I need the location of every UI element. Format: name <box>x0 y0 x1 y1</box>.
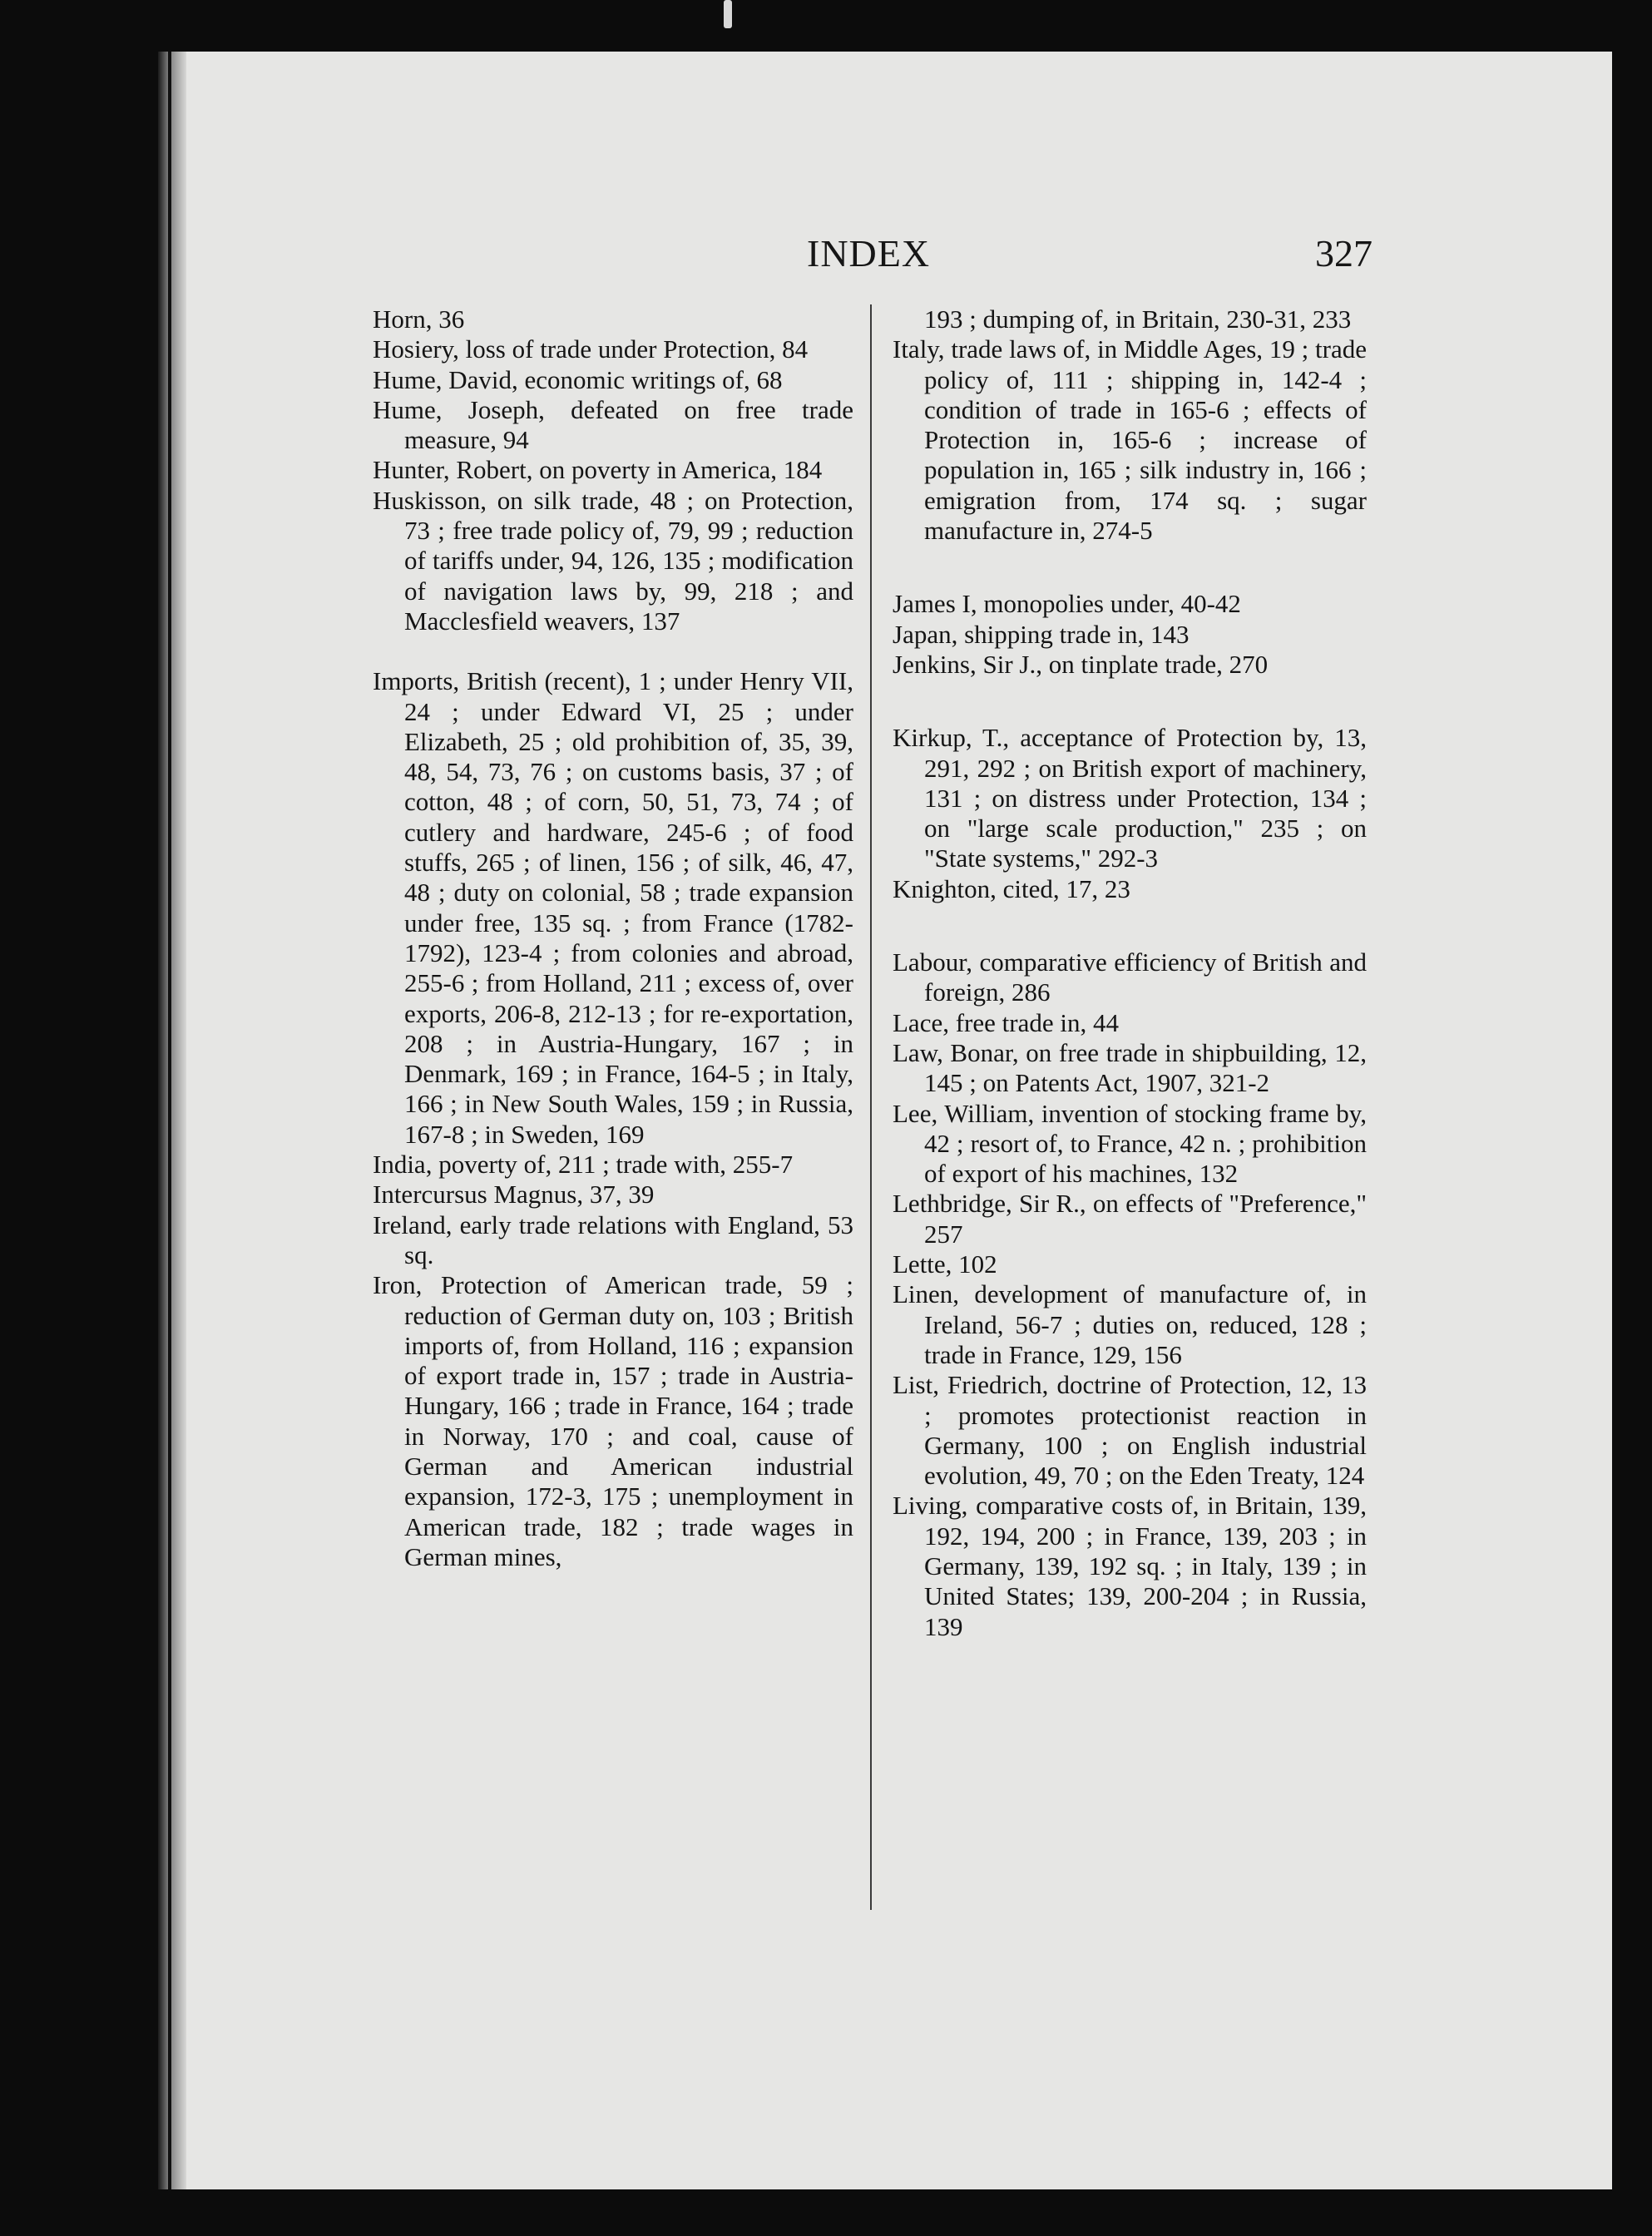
index-entry: Jenkins, Sir J., on tinplate trade, 270 <box>893 649 1269 679</box>
binding-shadow <box>158 52 186 2189</box>
index-entry: Hunter, Robert, on poverty in America, 184 <box>373 455 823 485</box>
index-entry: Intercursus Magnus, 37, 39 <box>373 1180 655 1210</box>
index-column-left <box>373 304 853 1572</box>
index-entry: Hume, Joseph, defeated on free trade measure, 94 <box>373 394 853 455</box>
index-entry: Labour, comparative efficiency of British and foreign, 286 <box>893 947 1367 1007</box>
index-entry: Huskisson, on silk trade, 48 ; on Protection, 73 ; free trade policy of, 79, 99 ; reduction of tariffs under, 94, 126, 135 ; modification of navigation laws by, 99, 218 ; and Macclesfield weavers, 137 <box>373 485 853 636</box>
top-scan-mark <box>724 0 732 28</box>
column-divider <box>870 304 872 1910</box>
page-number: 327 <box>1315 232 1373 275</box>
index-entry: Italy, trade laws of, in Middle Ages, 19 ; trade policy of, 111 ; shipping in, 142-4 ; condition of trade in 165-6 ; effects of Protection in, 165-6 ; increase of population in, 165 ; silk industry in, 166 ; emigration from, 174 sq. ; sugar manufacture in, 274-5 <box>893 334 1367 546</box>
page-header <box>366 231 1373 278</box>
index-entry: Lethbridge, Sir R., on effects of "Preference," 257 <box>893 1189 1367 1249</box>
index-entry: Horn, 36 <box>373 304 465 334</box>
index-entry: Living, comparative costs of, in Britain, 139, 192, 194, 200 ; in France, 139, 203 ; in Germany, 139, 192 sq. ; in Italy, 139 ; in United States; 139, 200-204 ; in Russia, 139 <box>893 1491 1367 1641</box>
page-title: INDEX <box>807 232 931 275</box>
index-entry: India, poverty of, 211 ; trade with, 255-7 <box>373 1150 794 1180</box>
index-entry: James I, monopolies under, 40-42 <box>893 589 1241 619</box>
index-entry: 193 ; dumping of, in Britain, 230-31, 233 <box>924 304 1352 334</box>
index-entry: Ireland, early trade relations with England, 53 sq. <box>373 1210 853 1269</box>
index-entry: Lette, 102 <box>893 1249 997 1279</box>
index-entry: Law, Bonar, on free trade in shipbuilding, 12, 145 ; on Patents Act, 1907, 321-2 <box>893 1037 1367 1098</box>
index-entry: Japan, shipping trade in, 143 <box>893 619 1190 649</box>
index-entry: Lace, free trade in, 44 <box>893 1007 1119 1037</box>
index-entry: Iron, Protection of American trade, 59 ; reduction of German duty on, 103 ; British imports of, from Holland, 116 ; expansion of export trade in, 157 ; trade in Austria-Hungary, 166 ; trade in France, 164 ; trade in Norway, 170 ; and coal, cause of German and American industrial expansion, 172-3, 175 ; unemployment in American trade, 182 ; trade wages in German mines, <box>373 1270 853 1571</box>
binding-edge <box>168 52 171 2189</box>
index-entry: Lee, William, invention of stocking frame by, 42 ; resort of, to France, 42 n. ; prohibition of export of his machines, 132 <box>893 1098 1367 1189</box>
index-entry: Imports, British (recent), 1 ; under Henry VII, 24 ; under Edward VI, 25 ; under Elizabeth, 25 ; old prohibition of, 35, 39, 48, 54, 73, 76 ; on customs basis, 37 ; of cotton, 48 ; of corn, 50, 51, 73, 74 ; of cutlery and hardware, 245-6 ; of food stuffs, 265 ; of linen, 156 ; of silk, 46, 47, 48 ; duty on colonial, 58 ; trade expansion under free, 135 sq. ; from France (1782-1792), 123-4 ; from colonies and abroad, 255-6 ; from Holland, 211 ; excess of, over exports, 206-8, 212-13 ; for re-exportation, 208 ; in Austria-Hungary, 167 ; in Denmark, 169 ; in France, 164-5 ; in Italy, 166 ; in New South Wales, 159 ; in Russia, 167-8 ; in Sweden, 169 <box>373 666 853 1149</box>
index-entry: Hume, David, economic writings of, 68 <box>373 364 783 394</box>
index-entry: Linen, development of manufacture of, in Ireland, 56-7 ; duties on, reduced, 128 ; trade in France, 129, 156 <box>893 1279 1367 1369</box>
index-column-right <box>893 304 1367 1642</box>
index-entry: Hosiery, loss of trade under Protection, 84 <box>373 334 809 364</box>
index-entry: List, Friedrich, doctrine of Protection, 12, 13 ; promotes protectionist reaction in Germany, 100 ; on English industrial evolution, 49, 70 ; on the Eden Treaty, 124 <box>893 1370 1367 1491</box>
index-entry: Knighton, cited, 17, 23 <box>893 873 1130 903</box>
index-entry: Kirkup, T., acceptance of Protection by, 13, 291, 292 ; on British export of machinery, 131 ; on distress under Protection, 134 ; on "large scale production," 235 ; on "State systems," 292-3 <box>893 723 1367 873</box>
